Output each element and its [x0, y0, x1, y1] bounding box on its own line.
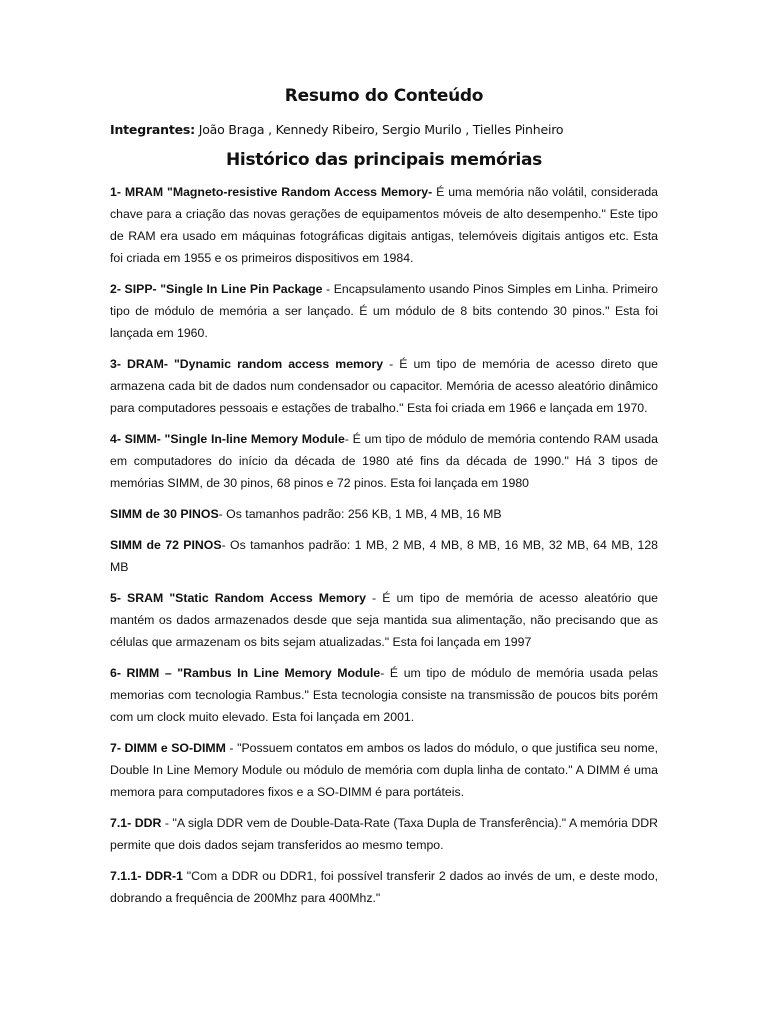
entry-text: - É um tipo de memória de acesso direto que armazena cada bit de dados num condensador ou capacitor. Memória de acesso aleatório dinâmico para computadores pessoais e estações de trabalho." Esta foi criada em 1966 e lançada em 1970.	[110, 357, 658, 415]
entry-text: "Com a DDR ou DDR1, foi possível transferir 2 dados ao invés de um, e deste modo, dobrando a frequência de 200Mhz para 400Mhz."	[110, 869, 659, 905]
entry-term: 4- SIMM- "Single In-line Memory Module	[110, 432, 345, 446]
entry-dimm	[110, 737, 658, 803]
entry-term: 7.1- DDR	[110, 816, 162, 830]
entry-text: - "Possuem contatos em ambos os lados do módulo, o que justifica seu nome, Double In Line Memory Module ou módulo de memória com dupla linha de contato." A DIMM é uma memora para computadores fixos e a SO-DIMM é para portáteis.	[110, 741, 659, 799]
entry-term: 3- DRAM- "Dynamic random access memory	[110, 357, 384, 371]
entry-term: 7- DIMM e SO-DIMM	[110, 741, 226, 755]
entry-sipp	[110, 278, 658, 344]
entry-term: 5- SRAM "Static Random Access Memory	[110, 591, 366, 605]
entry-ddr1	[110, 865, 658, 909]
entry-sram	[110, 587, 658, 653]
entry-simm	[110, 428, 658, 494]
entry-term: 1- MRAM "Magneto-resistive Random Access Memory-	[110, 185, 433, 199]
document-title: Resumo do Conteúdo	[284, 86, 484, 106]
entry-text: - Os tamanhos padrão: 1 MB, 2 MB, 4 MB, 8 MB, 16 MB, 32 MB, 64 MB, 128 MB	[110, 538, 658, 574]
entry-text: - É um tipo de módulo de memória usada pelas memorias com tecnologia Rambus." Esta tecnologia consiste na transmissão de poucos bits porém com um clock muito elevado. Esta foi lançada em 2001.	[110, 666, 658, 724]
entry-text: - Os tamanhos padrão: 256 KB, 1 MB, 4 MB, 16 MB	[218, 507, 502, 521]
entry-text: - É um tipo de módulo de memória contendo RAM usada em computadores do início da década de 1980 até fins da década de 1990." Há 3 tipos de memórias SIMM, de 30 pinos, 68 pinos e 72 pinos. Esta foi lançada em 1980	[110, 432, 658, 490]
entry-text: - "A sigla DDR vem de Double-Data-Rate (Taxa Dupla de Transferência)." A memória DDR permite que dois dados sejam transferidos ao mesmo tempo.	[110, 816, 658, 852]
section-title: Histórico das principais memórias	[226, 150, 542, 170]
entry-text: É uma memória não volátil, considerada chave para a criação das novas gerações de equipamentos móveis de alto desempenho." Este tipo de RAM era usado em máquinas fotográficas digitais antigas, telemóveis digitais antigos etc. Esta foi criada em 1955 e os primeiros dispositivos em 1984.	[110, 185, 658, 265]
entry-term: SIMM de 72 PINOS	[110, 538, 222, 552]
entry-term: 2- SIPP- "Single In Line Pin Package	[110, 282, 323, 296]
entry-simm-30	[110, 503, 658, 525]
document-body	[110, 181, 658, 918]
members-names: João Braga , Kennedy Ribeiro, Sergio Murilo , Tielles Pinheiro	[194, 122, 564, 137]
entry-mram	[110, 181, 658, 269]
members-line	[110, 122, 658, 137]
entry-text: - Encapsulamento usando Pinos Simples em Linha. Primeiro tipo de módulo de memória a ser lançado. É um módulo de 8 bits contendo 30 pinos." Esta foi lançada em 1960.	[110, 282, 658, 340]
entry-term: 6- RIMM – "Rambus In Line Memory Module	[110, 666, 381, 680]
entry-dram	[110, 353, 658, 419]
entry-text: - É um tipo de memória de acesso aleatório que mantém os dados armazenados desde que seja mantida sua alimentação, não precisando que as células que armazenam os bits sejam atualizadas." Esta foi lançada em 1997	[110, 591, 658, 649]
entry-ddr	[110, 812, 658, 856]
entry-term: SIMM de 30 PINOS	[110, 507, 219, 521]
entry-rimm	[110, 662, 658, 728]
entry-simm-72	[110, 534, 658, 578]
members-label: Integrantes:	[110, 122, 195, 137]
entry-term: 7.1.1- DDR-1	[110, 869, 183, 883]
